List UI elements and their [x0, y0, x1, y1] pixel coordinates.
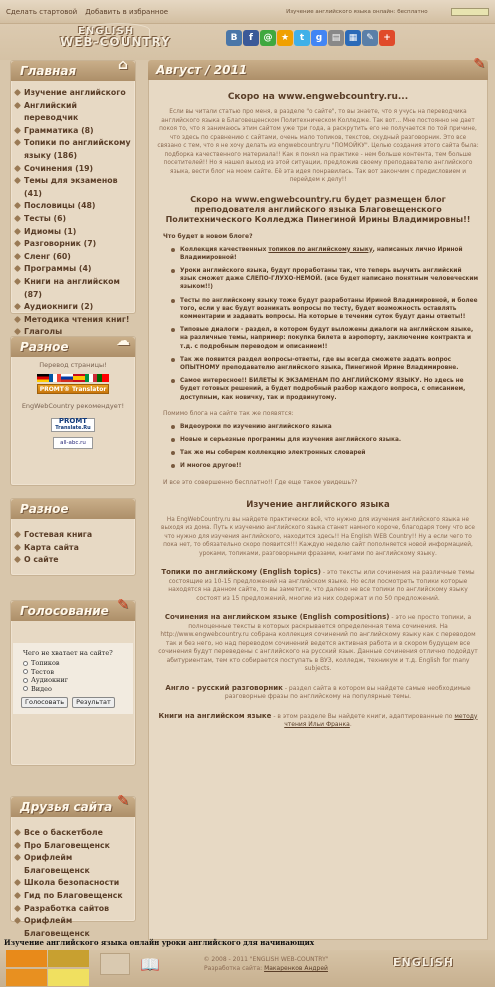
main-menu-panel: [10, 57, 136, 337]
facebook-icon[interactable]: f: [243, 30, 259, 46]
radio-icon[interactable]: [23, 678, 28, 683]
phrasebook-section: Англо - русский разговорник - раздел сайта в котором вы найдете самые необходимые разговорные фразы по английскому на популярные темы.: [165, 683, 471, 701]
share-bar: [226, 30, 395, 46]
heading-study: Изучение английского языка: [246, 499, 390, 510]
flag-es-icon[interactable]: [73, 374, 85, 382]
flag-pt-icon[interactable]: [97, 374, 109, 382]
phrasebook-title[interactable]: Англо - русский разговорник: [165, 683, 283, 692]
date-title: Август / 2011 ✎: [148, 60, 488, 80]
sidebar-item-1[interactable]: Английский переводчик: [14, 100, 132, 125]
compositions-title[interactable]: Сочинения на английском языке (English compositions): [164, 613, 390, 622]
sidebar-item-3[interactable]: Топики по английскому языку (186): [14, 137, 132, 162]
more-item: Видеоуроки по изучению английского языка: [171, 423, 479, 431]
pencil-icon: ✎: [117, 597, 129, 613]
books-section: Книги на английском языке - в этом разделе Вы найдете книги, адаптированные по методу чтения Ильи Франка.: [158, 711, 478, 729]
misc2-panel: [10, 498, 136, 576]
footer-box: [100, 953, 130, 975]
footer-copyright: © 2008 - 2011 "ENGLISH WEB-COUNTRY" Разработка сайта: Макаренков Андрей: [203, 956, 329, 972]
friends-title: Друзья сайта ✎: [11, 797, 135, 817]
poll-option-1[interactable]: Тестов: [17, 668, 129, 677]
counter-badge-3[interactable]: [6, 969, 47, 986]
google-icon[interactable]: g: [311, 30, 327, 46]
sidebar-item-14[interactable]: Методика чтения книг!: [14, 314, 132, 327]
radio-icon[interactable]: [23, 686, 28, 691]
allabc-logo[interactable]: all-abc.ru: [53, 437, 93, 449]
twitter-icon[interactable]: t: [294, 30, 310, 46]
footer-logo[interactable]: ENGLISH: [393, 956, 454, 969]
bookmark-icon[interactable]: ▦: [345, 30, 361, 46]
friend-link-4[interactable]: Гид по Благовещенск: [14, 890, 132, 903]
sidebar-item-8[interactable]: Идиомы (1): [14, 226, 132, 239]
mail-icon[interactable]: @: [260, 30, 276, 46]
free-note: И все это совершенно бесплатно!! Где еще такое увидешь??: [163, 478, 358, 486]
blog-label: Что будет в новом блоге?: [163, 232, 253, 240]
speech-icon: ☁: [116, 333, 130, 349]
compositions-section: Сочинения на английском языке (English compositions) - это не просто топики, а полноценные тексты в которых раскрывается определенная тема сочинения. На http://www.engwebcountry.ru собрана коллекция сочинений по английскому языку как с переводом так и без него, но над переводом сочинений ведется активная работа и в скором будущем все сочинения будут переведены с английского на русский язык. Данные сочинения отлично подойдут абитуриентам, тем кто собирается поступать в ВУЗ, колледж, техникум и т.д. English for many subjects.: [158, 613, 478, 673]
poll-panel: [10, 597, 136, 766]
flag-it-icon[interactable]: [85, 374, 97, 382]
blog-item: Уроки английского языка, будут проработаны так, что теперь выучить английский язык сможет даже СЛЕПО-ГЛУХО-НЕМОЙ. (все будет написано понятным человеческим языком!!): [171, 267, 479, 292]
vkontakte-icon[interactable]: В: [226, 30, 242, 46]
blog-item: Тесты по английскому языку тоже будут разработаны Ириной Владимировной, и более того, если у вас будут возникать вопросы по тесту, будет возможность оставлять комментарии и задавать вопросы. На которые в течении суток будут даны ответы!!: [171, 297, 479, 322]
intro-text: Если вы читали статью про меня, в разделе "о сайте", то вы знаете, что я учусь на переводчика английского языка в Благовещенском Политехническом Колледже. Так вот... Мне постоянно не дает покоя то, что я занимаюсь этим сайтом уже три года, а раскрутить его не получается по той причине, что здесь по сравнению с сайтами, очень мало топиков, текстов, скудный разговорник. Это все связано с тем, что я не хочу делать из engwebcountry.ru "ПОМОЙКУ". Целью создания этого сайта была: подборка качественного материала!! Как я понял на практике - нем больше контента, тем больше посетителей!! Но я нашел выход из этой ситуации, предложив своему преподавателю английского языка, вести блог на моем сайте. Её эта идея понравилась. Так вот закончим с предисловием и перейдем к делу!!: [157, 109, 479, 183]
flag-de-icon[interactable]: [37, 374, 49, 382]
language-flags[interactable]: [11, 374, 135, 382]
misc-item-2[interactable]: О сайте: [14, 554, 132, 567]
counter-badges: [6, 950, 90, 986]
counter-badge-1[interactable]: [6, 950, 47, 967]
top-bar: [0, 0, 495, 24]
misc-title: Разное ☁: [11, 337, 135, 357]
livejournal-icon[interactable]: ✎: [362, 30, 378, 46]
promt-logo[interactable]: PROMT Translate.Ru: [51, 418, 95, 432]
more-item: И многое другое!!: [171, 462, 479, 470]
translate-label: Перевод страницы!: [39, 361, 107, 369]
misc-panel: [10, 333, 136, 486]
sidebar-item-15[interactable]: Глаголы: [14, 326, 132, 339]
study-text: На EngWebCountry.ru вы найдете практически всё, что нужно для изучения английского языка не выходя из дома. Путь к изучению английского языка станет намного короче, благодаря тому что все что нужно для изучения английского, находится здесь!! На English WEB Country!! Ну а если чего то пока нет, то обязательно скоро появится!!! Каждую неделю сайт пополняется новой информацией, уроками, топиками, разговорными фразами, книгами по английскому языку.: [161, 516, 475, 557]
friend-link-1[interactable]: Про Благовещенск: [14, 840, 132, 853]
sidebar-item-11[interactable]: Программы (4): [14, 263, 132, 276]
misc-item-1[interactable]: Карта сайта: [14, 542, 132, 555]
topics-link[interactable]: топиков по английскому языку: [268, 246, 373, 253]
blog-item: Так же появится раздел вопросы-ответы, где вы всегда сможете задать вопрос ОПЫТНОМУ преподавателю английского языка, Пинегиной Ирине Владимировне.: [171, 356, 479, 372]
sidebar-item-9[interactable]: Разговорник (7): [14, 238, 132, 251]
house-icon: ⌂: [117, 57, 129, 73]
blog-item: Типовые диалоги - раздел, в котором будут выложены диалоги на английском языке, на различные темы, например: покупка билета в аэропорту, заключение контракта и т.д. с подробным переводом и описанием!!: [171, 326, 479, 351]
friend-link-5[interactable]: Разработка сайтов: [14, 903, 132, 916]
blog-list: [157, 246, 479, 402]
radio-icon[interactable]: [23, 661, 28, 666]
flag-fr-icon[interactable]: [49, 374, 61, 382]
books-title[interactable]: Книги на английском языке: [158, 711, 272, 720]
blog-item: Коллекция качественных топиков по английскому языку, написаных лично Ириной Владимировной!: [171, 246, 479, 262]
make-home-link[interactable]: Сделать стартовой: [6, 7, 78, 16]
promt-translator-button[interactable]: PROMT® Translator: [37, 384, 109, 394]
poll-option-3[interactable]: Видео: [17, 685, 129, 694]
footer: [0, 950, 495, 987]
more-item: Новые и серьезные программы для изучения английского языка.: [171, 436, 479, 444]
main-menu-title: Главная ⌂: [11, 61, 135, 81]
vote-button[interactable]: Голосовать: [21, 697, 68, 708]
blog-item: Самое интересное!! БИЛЕТЫ К ЭКЗАМЕНАМ ПО АНГЛИЙСКОМУ ЯЗЫКУ. Но здесь не будет готовых решений, а будет подробный разбор каждого вопроса, с описанием, доступным, как новичку, так и продвинутому.: [171, 377, 479, 402]
sidebar-item-7[interactable]: Тесты (6): [14, 213, 132, 226]
more-item: Так же мы соберем коллекцию электронных словарей: [171, 449, 479, 457]
poll-option-0[interactable]: Топиков: [17, 659, 129, 668]
counter-badge-2[interactable]: [48, 950, 89, 967]
sidebar-item-12[interactable]: Книги на английском (87): [14, 276, 132, 301]
star-icon[interactable]: ★: [277, 30, 293, 46]
topics-title[interactable]: Топики по английскому (English topics): [161, 568, 321, 577]
frank-method-link[interactable]: методу чтения Ильи Франка: [284, 712, 478, 729]
developer-link[interactable]: Макаренков Андрей: [264, 965, 328, 972]
counter-badge[interactable]: [451, 8, 489, 16]
print-icon[interactable]: ▤: [328, 30, 344, 46]
counter-badge-4[interactable]: [48, 969, 89, 986]
recommends-label: EngWebCountry рекомендует!: [21, 402, 125, 410]
friend-link-0[interactable]: Все о баскетболе: [14, 827, 132, 840]
sidebar-item-2[interactable]: Грамматика (8): [14, 125, 132, 138]
friend-link-3[interactable]: Школа безопасности: [14, 877, 132, 890]
poll-option-2[interactable]: Аудиокниг: [17, 676, 129, 685]
radio-icon[interactable]: [23, 669, 28, 674]
pencil-icon: ✎: [473, 56, 485, 72]
sidebar-item-10[interactable]: Сленг (60): [14, 251, 132, 264]
site-logo[interactable]: ENGLISH WEB-COUNTRY: [60, 26, 171, 48]
add-favorites-link[interactable]: Добавить в избранное: [85, 7, 169, 16]
more-label: Помимо блога на сайте так же появятся:: [163, 409, 294, 417]
friends-panel: [10, 793, 136, 938]
plus-icon[interactable]: +: [379, 30, 395, 46]
friend-link-6[interactable]: Орифлейм Благовещенск: [14, 915, 132, 940]
heading-blog: Скоро на www.engwebcountry.ru будет размещен блог преподователя английского языка Благовещенского Политехнического Колледжа Пинегиной Ирины Владимировны!!: [165, 194, 471, 224]
site-tagline: Изучение английского языка онлайн: бесплатно: [286, 8, 428, 15]
footer-seo-line: Изучение английского языка онлайн уроки английского для начинающих: [4, 938, 315, 947]
misc-item-0[interactable]: Гостевая книга: [14, 529, 132, 542]
sidebar-item-13[interactable]: Аудиокниги (2): [14, 301, 132, 314]
more-list: [157, 423, 479, 471]
sidebar-item-0[interactable]: Изучение английского: [14, 87, 132, 100]
poll-form: [13, 643, 133, 714]
sidebar-item-4[interactable]: Сочинения (19): [14, 163, 132, 176]
poll-question: Чего не хватает на сайте?: [23, 649, 113, 657]
main-content: [148, 56, 488, 940]
results-button[interactable]: Результат: [72, 697, 115, 708]
flag-ru-icon[interactable]: [61, 374, 73, 382]
pencil-icon: ✎: [117, 793, 129, 809]
heading-soon: Скоро на www.engwebcountry.ru...: [227, 92, 409, 102]
poll-title: Голосование ✎: [11, 601, 135, 621]
topics-section: Топики по английскому (English topics) - это тексты или сочинения на различные темы состоящие из 10-15 предложений на английском языке. Но если посмотреть топики которые находятся на данном сайте, то вы заметите, что далеко не все топики по английскому языку состоят из 15 предложений, многие из них содержат и по 50 предложений.: [161, 568, 475, 602]
sidebar-item-6[interactable]: Пословицы (48): [14, 200, 132, 213]
friend-link-2[interactable]: Орифлейм Благовещенск: [14, 852, 132, 877]
misc2-title: Разное: [11, 499, 135, 519]
book-icon: 📖: [140, 955, 160, 974]
sidebar-item-5[interactable]: Темы для экзаменов (41): [14, 175, 132, 200]
